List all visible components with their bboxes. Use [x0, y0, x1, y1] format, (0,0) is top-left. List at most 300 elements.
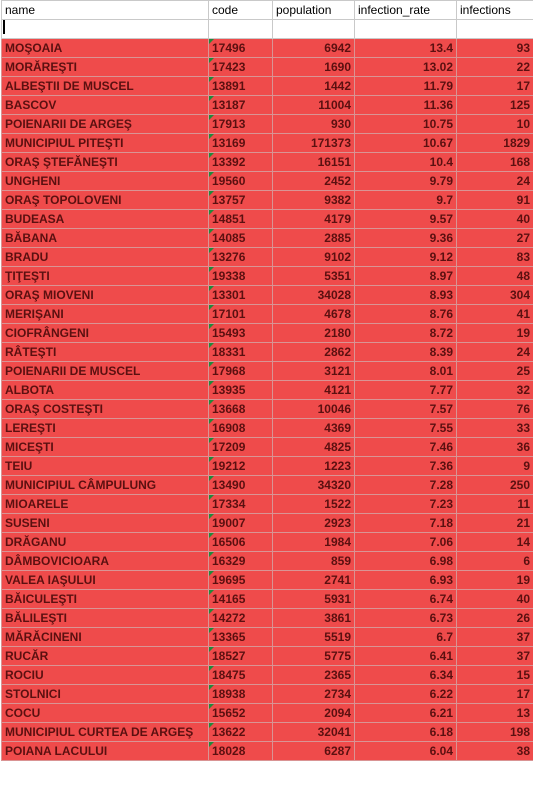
cell-code[interactable]	[209, 39, 273, 58]
cell-population[interactable]: 5351	[273, 267, 355, 286]
number-stored-as-text-flag-icon	[209, 172, 214, 177]
cell-code[interactable]	[209, 438, 273, 457]
table-row	[2, 191, 533, 210]
number-stored-as-text-flag-icon	[209, 343, 214, 348]
cell-name[interactable]: MUNICIPIUL CÂMPULUNG	[2, 476, 209, 495]
cell-infections[interactable]: 40	[457, 590, 533, 609]
cell-code[interactable]	[209, 286, 273, 305]
cell-population[interactable]: 930	[273, 115, 355, 134]
cell-code[interactable]	[209, 514, 273, 533]
cell-code[interactable]	[209, 58, 273, 77]
column-header-population[interactable]: population	[273, 1, 355, 20]
column-header-name[interactable]: name	[2, 1, 209, 20]
cell-infection-rate[interactable]: 7.23	[355, 495, 457, 514]
cell-code-text: 17968	[212, 364, 246, 378]
cell-population[interactable]: 2452	[273, 172, 355, 191]
cell-population[interactable]: 2365	[273, 666, 355, 685]
number-stored-as-text-flag-icon	[209, 533, 214, 538]
cell-infection-rate[interactable]: 8.39	[355, 343, 457, 362]
table-row	[2, 628, 533, 647]
table-row	[2, 666, 533, 685]
cell-name[interactable]: STOLNICI	[2, 685, 209, 704]
cell-population[interactable]: 859	[273, 552, 355, 571]
cell-infection-rate[interactable]: 6.18	[355, 723, 457, 742]
cell-code[interactable]	[209, 552, 273, 571]
cell-infection-rate[interactable]: 8.97	[355, 267, 457, 286]
cell-infection-rate[interactable]: 8.72	[355, 324, 457, 343]
cell-code[interactable]	[209, 343, 273, 362]
cell-name[interactable]: ROCIU	[2, 666, 209, 685]
cell-infection-rate[interactable]: 6.93	[355, 571, 457, 590]
cell-name[interactable]: RÂTEŞTI	[2, 343, 209, 362]
cell-name[interactable]: ORAŞ COSTEŞTI	[2, 400, 209, 419]
cell-name[interactable]: SUSENI	[2, 514, 209, 533]
number-stored-as-text-flag-icon	[209, 96, 214, 101]
number-stored-as-text-flag-icon	[209, 666, 214, 671]
number-stored-as-text-flag-icon	[209, 134, 214, 139]
table-row	[2, 248, 533, 267]
cell-code[interactable]	[209, 305, 273, 324]
number-stored-as-text-flag-icon	[209, 267, 214, 272]
cell-population[interactable]: 4369	[273, 419, 355, 438]
cell-population[interactable]: 34028	[273, 286, 355, 305]
cell-infection-rate[interactable]: 13.4	[355, 39, 457, 58]
cell-code[interactable]	[209, 172, 273, 191]
data-table	[1, 0, 533, 761]
cell-name[interactable]: DRĂGANU	[2, 533, 209, 552]
cell-population[interactable]: 9102	[273, 248, 355, 267]
cell-name[interactable]: COCU	[2, 704, 209, 723]
table-row	[2, 400, 533, 419]
number-stored-as-text-flag-icon	[209, 742, 214, 747]
number-stored-as-text-flag-icon	[209, 248, 214, 253]
cell-code-text: 13365	[212, 630, 246, 644]
cell-infection-rate[interactable]: 6.41	[355, 647, 457, 666]
number-stored-as-text-flag-icon	[209, 362, 214, 367]
number-stored-as-text-flag-icon	[209, 571, 214, 576]
cell-name[interactable]: BUDEASA	[2, 210, 209, 229]
cell-infections[interactable]: 38	[457, 742, 533, 761]
cell-name[interactable]: MOŞOAIA	[2, 39, 209, 58]
cell-infection-rate[interactable]: 8.93	[355, 286, 457, 305]
table-row	[2, 153, 533, 172]
cell-code-text: 17496	[212, 41, 246, 55]
cell-infections[interactable]: 33	[457, 419, 533, 438]
cell-name[interactable]: MORĂREŞTI	[2, 58, 209, 77]
number-stored-as-text-flag-icon	[209, 191, 214, 196]
cell-name[interactable]: ALBOTA	[2, 381, 209, 400]
cell-infections[interactable]: 22	[457, 58, 533, 77]
cell-infections[interactable]: 37	[457, 628, 533, 647]
cell-code-text: 14165	[212, 592, 246, 606]
cell-infections[interactable]: 21	[457, 514, 533, 533]
cell-code[interactable]	[209, 742, 273, 761]
table-row	[2, 381, 533, 400]
active-cell[interactable]	[2, 20, 209, 39]
number-stored-as-text-flag-icon	[209, 381, 214, 386]
cell-infections[interactable]: 83	[457, 248, 533, 267]
cell-code[interactable]	[209, 571, 273, 590]
number-stored-as-text-flag-icon	[209, 286, 214, 291]
table-row	[2, 210, 533, 229]
table-row	[2, 647, 533, 666]
cell-code-text: 13392	[212, 155, 246, 169]
cell-population[interactable]: 11004	[273, 96, 355, 115]
cell-code-text: 15493	[212, 326, 246, 340]
cell-code-text: 13187	[212, 98, 246, 112]
cell-population[interactable]: 2741	[273, 571, 355, 590]
number-stored-as-text-flag-icon	[209, 685, 214, 690]
cell-infections[interactable]: 1829	[457, 134, 533, 153]
cell-infection-rate[interactable]: 8.01	[355, 362, 457, 381]
cell-infection-rate[interactable]: 6.34	[355, 666, 457, 685]
cell-code-text: 18527	[212, 649, 246, 663]
cell-infections[interactable]: 36	[457, 438, 533, 457]
cell-infections[interactable]: 9	[457, 457, 533, 476]
number-stored-as-text-flag-icon	[209, 324, 214, 329]
number-stored-as-text-flag-icon	[209, 628, 214, 633]
cell-infection-rate[interactable]: 13.02	[355, 58, 457, 77]
number-stored-as-text-flag-icon	[209, 552, 214, 557]
text-cursor	[3, 20, 5, 34]
cell-population[interactable]: 1223	[273, 457, 355, 476]
cell-code[interactable]	[209, 704, 273, 723]
cell-population[interactable]: 9382	[273, 191, 355, 210]
cell-infections[interactable]: 32	[457, 381, 533, 400]
cell-name[interactable]: BĂICULEŞTI	[2, 590, 209, 609]
cell-code[interactable]	[209, 609, 273, 628]
cell-population[interactable]: 4825	[273, 438, 355, 457]
cell-population[interactable]: 3121	[273, 362, 355, 381]
cell-population[interactable]: 6287	[273, 742, 355, 761]
table-row	[2, 704, 533, 723]
cell-infection-rate[interactable]: 9.57	[355, 210, 457, 229]
cell-population[interactable]: 2734	[273, 685, 355, 704]
cell-code-text: 13276	[212, 250, 246, 264]
table-row	[2, 58, 533, 77]
cell-population[interactable]: 5931	[273, 590, 355, 609]
cell-code[interactable]	[209, 96, 273, 115]
cell-name[interactable]: ORAŞ MIOVENI	[2, 286, 209, 305]
cell-code-text: 15652	[212, 706, 246, 720]
cell-population[interactable]: 4179	[273, 210, 355, 229]
number-stored-as-text-flag-icon	[209, 39, 214, 44]
cell-infections[interactable]: 19	[457, 324, 533, 343]
number-stored-as-text-flag-icon	[209, 229, 214, 234]
cell-name[interactable]: ORAŞ ŞTEFĂNEŞTI	[2, 153, 209, 172]
cell-name[interactable]: LEREŞTI	[2, 419, 209, 438]
cell-infection-rate[interactable]: 7.18	[355, 514, 457, 533]
number-stored-as-text-flag-icon	[209, 495, 214, 500]
cell-code[interactable]	[209, 153, 273, 172]
cell-infection-rate[interactable]: 10.75	[355, 115, 457, 134]
cell-code[interactable]	[209, 590, 273, 609]
cell-code[interactable]	[209, 229, 273, 248]
number-stored-as-text-flag-icon	[209, 723, 214, 728]
cell-code[interactable]	[209, 495, 273, 514]
table-row	[2, 590, 533, 609]
table-row	[2, 305, 533, 324]
cell-code-text: 18475	[212, 668, 246, 682]
cell-infections[interactable]: 27	[457, 229, 533, 248]
empty-row	[2, 20, 533, 39]
cell-infections[interactable]: 17	[457, 77, 533, 96]
cell-infection-rate[interactable]: 7.06	[355, 533, 457, 552]
cell-population[interactable]: 16151	[273, 153, 355, 172]
cell-code[interactable]	[209, 419, 273, 438]
cell-infection-rate[interactable]: 6.04	[355, 742, 457, 761]
cell-code[interactable]	[209, 381, 273, 400]
number-stored-as-text-flag-icon	[209, 115, 214, 120]
cell-name[interactable]: RUCĂR	[2, 647, 209, 666]
cell-name[interactable]: POIANA LACULUI	[2, 742, 209, 761]
number-stored-as-text-flag-icon	[209, 210, 214, 215]
cell-infection-rate[interactable]: 7.77	[355, 381, 457, 400]
cell-infections[interactable]: 48	[457, 267, 533, 286]
cell-code[interactable]	[209, 362, 273, 381]
cell-population[interactable]: 32041	[273, 723, 355, 742]
cell-code[interactable]	[209, 533, 273, 552]
cell-code[interactable]	[209, 400, 273, 419]
cell-name[interactable]: TEIU	[2, 457, 209, 476]
cell-code-text: 17334	[212, 497, 246, 511]
table-row	[2, 742, 533, 761]
number-stored-as-text-flag-icon	[209, 438, 214, 443]
cell-population[interactable]: 171373	[273, 134, 355, 153]
cell-population[interactable]: 10046	[273, 400, 355, 419]
cell-infections[interactable]: 168	[457, 153, 533, 172]
table-row	[2, 476, 533, 495]
number-stored-as-text-flag-icon	[209, 609, 214, 614]
table-row	[2, 419, 533, 438]
cell-infection-rate[interactable]: 9.7	[355, 191, 457, 210]
cell-code-text: 13935	[212, 383, 246, 397]
cell-code[interactable]	[209, 134, 273, 153]
cell-infections[interactable]: 250	[457, 476, 533, 495]
table-row	[2, 514, 533, 533]
cell-code-text: 13622	[212, 725, 246, 739]
cell-infections[interactable]: 26	[457, 609, 533, 628]
cell-code[interactable]	[209, 191, 273, 210]
cell-name[interactable]: POIENARII DE ARGEŞ	[2, 115, 209, 134]
cell-code[interactable]	[209, 476, 273, 495]
cell-code-text: 19007	[212, 516, 246, 530]
cell-code[interactable]	[209, 666, 273, 685]
table-row	[2, 343, 533, 362]
cell-name[interactable]: ŢIŢEŞTI	[2, 267, 209, 286]
cell-infection-rate[interactable]: 6.98	[355, 552, 457, 571]
cell-name[interactable]: MIOARELE	[2, 495, 209, 514]
cell-code-text: 16506	[212, 535, 246, 549]
table-row	[2, 438, 533, 457]
cell-name[interactable]: UNGHENI	[2, 172, 209, 191]
table-row	[2, 39, 533, 58]
table-row	[2, 362, 533, 381]
cell-infections[interactable]: 11	[457, 495, 533, 514]
cell-code-text: 18331	[212, 345, 246, 359]
table-row	[2, 96, 533, 115]
cell-infections[interactable]: 93	[457, 39, 533, 58]
cell-code-text: 18028	[212, 744, 246, 758]
table-row	[2, 229, 533, 248]
cell-infection-rate[interactable]: 8.76	[355, 305, 457, 324]
cell-name[interactable]: DÂMBOVICIOARA	[2, 552, 209, 571]
table-row	[2, 172, 533, 191]
cell-infection-rate[interactable]: 6.73	[355, 609, 457, 628]
cell-code[interactable]	[209, 685, 273, 704]
cell-infections[interactable]: 6	[457, 552, 533, 571]
cell-code-text: 16329	[212, 554, 246, 568]
cell-infection-rate[interactable]: 6.7	[355, 628, 457, 647]
cell-population[interactable]: 2885	[273, 229, 355, 248]
empty-cell[interactable]	[355, 20, 457, 39]
cell-name[interactable]: MUNICIPIUL PITEŞTI	[2, 134, 209, 153]
cell-infections[interactable]: 41	[457, 305, 533, 324]
table-row	[2, 571, 533, 590]
cell-infections[interactable]: 24	[457, 343, 533, 362]
cell-code-text: 14085	[212, 231, 246, 245]
cell-population[interactable]: 1690	[273, 58, 355, 77]
cell-name[interactable]: CIOFRÂNGENI	[2, 324, 209, 343]
cell-name[interactable]: MICEŞTI	[2, 438, 209, 457]
cell-infections[interactable]: 10	[457, 115, 533, 134]
empty-cell[interactable]	[273, 20, 355, 39]
cell-population[interactable]: 5775	[273, 647, 355, 666]
cell-infection-rate[interactable]: 7.46	[355, 438, 457, 457]
cell-code-text: 13301	[212, 288, 246, 302]
cell-code[interactable]	[209, 647, 273, 666]
cell-infection-rate[interactable]: 9.36	[355, 229, 457, 248]
table-row	[2, 609, 533, 628]
cell-code[interactable]	[209, 115, 273, 134]
table-row	[2, 552, 533, 571]
cell-code[interactable]	[209, 324, 273, 343]
cell-population[interactable]: 6942	[273, 39, 355, 58]
cell-infection-rate[interactable]: 9.12	[355, 248, 457, 267]
cell-name[interactable]: BĂBANA	[2, 229, 209, 248]
cell-population[interactable]: 1442	[273, 77, 355, 96]
cell-infection-rate[interactable]: 10.67	[355, 134, 457, 153]
cell-population[interactable]: 1522	[273, 495, 355, 514]
number-stored-as-text-flag-icon	[209, 704, 214, 709]
cell-code[interactable]	[209, 457, 273, 476]
cell-name[interactable]: ALBEŞTII DE MUSCEL	[2, 77, 209, 96]
number-stored-as-text-flag-icon	[209, 153, 214, 158]
cell-code-text: 14272	[212, 611, 246, 625]
cell-infections[interactable]: 25	[457, 362, 533, 381]
cell-name[interactable]: MĂRĂCINENI	[2, 628, 209, 647]
cell-code-text: 13891	[212, 79, 246, 93]
cell-infections[interactable]: 37	[457, 647, 533, 666]
cell-population[interactable]: 3861	[273, 609, 355, 628]
cell-name[interactable]: VALEA IAŞULUI	[2, 571, 209, 590]
cell-population[interactable]: 34320	[273, 476, 355, 495]
number-stored-as-text-flag-icon	[209, 419, 214, 424]
cell-population[interactable]: 2094	[273, 704, 355, 723]
cell-name[interactable]: MERIŞANI	[2, 305, 209, 324]
table-row	[2, 495, 533, 514]
cell-infections[interactable]: 198	[457, 723, 533, 742]
cell-infections[interactable]: 40	[457, 210, 533, 229]
number-stored-as-text-flag-icon	[209, 400, 214, 405]
cell-infection-rate[interactable]: 11.79	[355, 77, 457, 96]
table-row	[2, 115, 533, 134]
cell-infection-rate[interactable]: 6.21	[355, 704, 457, 723]
table-row	[2, 286, 533, 305]
cell-infections[interactable]: 76	[457, 400, 533, 419]
cell-infection-rate[interactable]: 11.36	[355, 96, 457, 115]
number-stored-as-text-flag-icon	[209, 514, 214, 519]
cell-population[interactable]: 5519	[273, 628, 355, 647]
cell-code-text: 18938	[212, 687, 246, 701]
number-stored-as-text-flag-icon	[209, 476, 214, 481]
cell-code[interactable]	[209, 628, 273, 647]
cell-infection-rate[interactable]: 10.4	[355, 153, 457, 172]
cell-infections[interactable]: 14	[457, 533, 533, 552]
cell-population[interactable]: 2862	[273, 343, 355, 362]
cell-infections[interactable]: 125	[457, 96, 533, 115]
cell-infection-rate[interactable]: 7.28	[355, 476, 457, 495]
cell-code[interactable]	[209, 248, 273, 267]
table-row	[2, 533, 533, 552]
cell-population[interactable]: 2180	[273, 324, 355, 343]
cell-code-text: 17101	[212, 307, 246, 321]
cell-name[interactable]: BĂLILEŞTI	[2, 609, 209, 628]
cell-code-text: 16908	[212, 421, 246, 435]
cell-infections[interactable]: 13	[457, 704, 533, 723]
cell-infections[interactable]: 91	[457, 191, 533, 210]
cell-infection-rate[interactable]: 7.57	[355, 400, 457, 419]
cell-population[interactable]: 1984	[273, 533, 355, 552]
table-row	[2, 77, 533, 96]
cell-name[interactable]: MUNICIPIUL CURTEA DE ARGEŞ	[2, 723, 209, 742]
cell-infection-rate[interactable]: 6.74	[355, 590, 457, 609]
table-row	[2, 324, 533, 343]
number-stored-as-text-flag-icon	[209, 58, 214, 63]
cell-code-text: 17209	[212, 440, 246, 454]
column-header-code[interactable]: code	[209, 1, 273, 20]
cell-infections[interactable]: 24	[457, 172, 533, 191]
cell-infections[interactable]: 19	[457, 571, 533, 590]
cell-name[interactable]: ORAŞ TOPOLOVENI	[2, 191, 209, 210]
cell-code[interactable]	[209, 267, 273, 286]
cell-code[interactable]	[209, 77, 273, 96]
cell-infections[interactable]: 15	[457, 666, 533, 685]
cell-population[interactable]: 4678	[273, 305, 355, 324]
empty-cell[interactable]	[209, 20, 273, 39]
cell-code[interactable]	[209, 723, 273, 742]
cell-infections[interactable]: 17	[457, 685, 533, 704]
cell-infection-rate[interactable]: 6.22	[355, 685, 457, 704]
cell-population[interactable]: 4121	[273, 381, 355, 400]
cell-population[interactable]: 2923	[273, 514, 355, 533]
cell-code-text: 13668	[212, 402, 246, 416]
column-header-infection-rate[interactable]: infection_rate	[355, 1, 457, 20]
cell-name[interactable]: POIENARII DE MUSCEL	[2, 362, 209, 381]
empty-cell[interactable]	[457, 20, 533, 39]
number-stored-as-text-flag-icon	[209, 647, 214, 652]
cell-infection-rate[interactable]: 9.79	[355, 172, 457, 191]
spreadsheet-grid[interactable]	[1, 0, 533, 761]
cell-infection-rate[interactable]: 7.36	[355, 457, 457, 476]
cell-name[interactable]: BASCOV	[2, 96, 209, 115]
cell-name[interactable]: BRADU	[2, 248, 209, 267]
cell-infections[interactable]: 304	[457, 286, 533, 305]
cell-infection-rate[interactable]: 7.55	[355, 419, 457, 438]
cell-code[interactable]	[209, 210, 273, 229]
cell-code-text: 19695	[212, 573, 246, 587]
column-header-infections[interactable]: infections	[457, 1, 533, 20]
